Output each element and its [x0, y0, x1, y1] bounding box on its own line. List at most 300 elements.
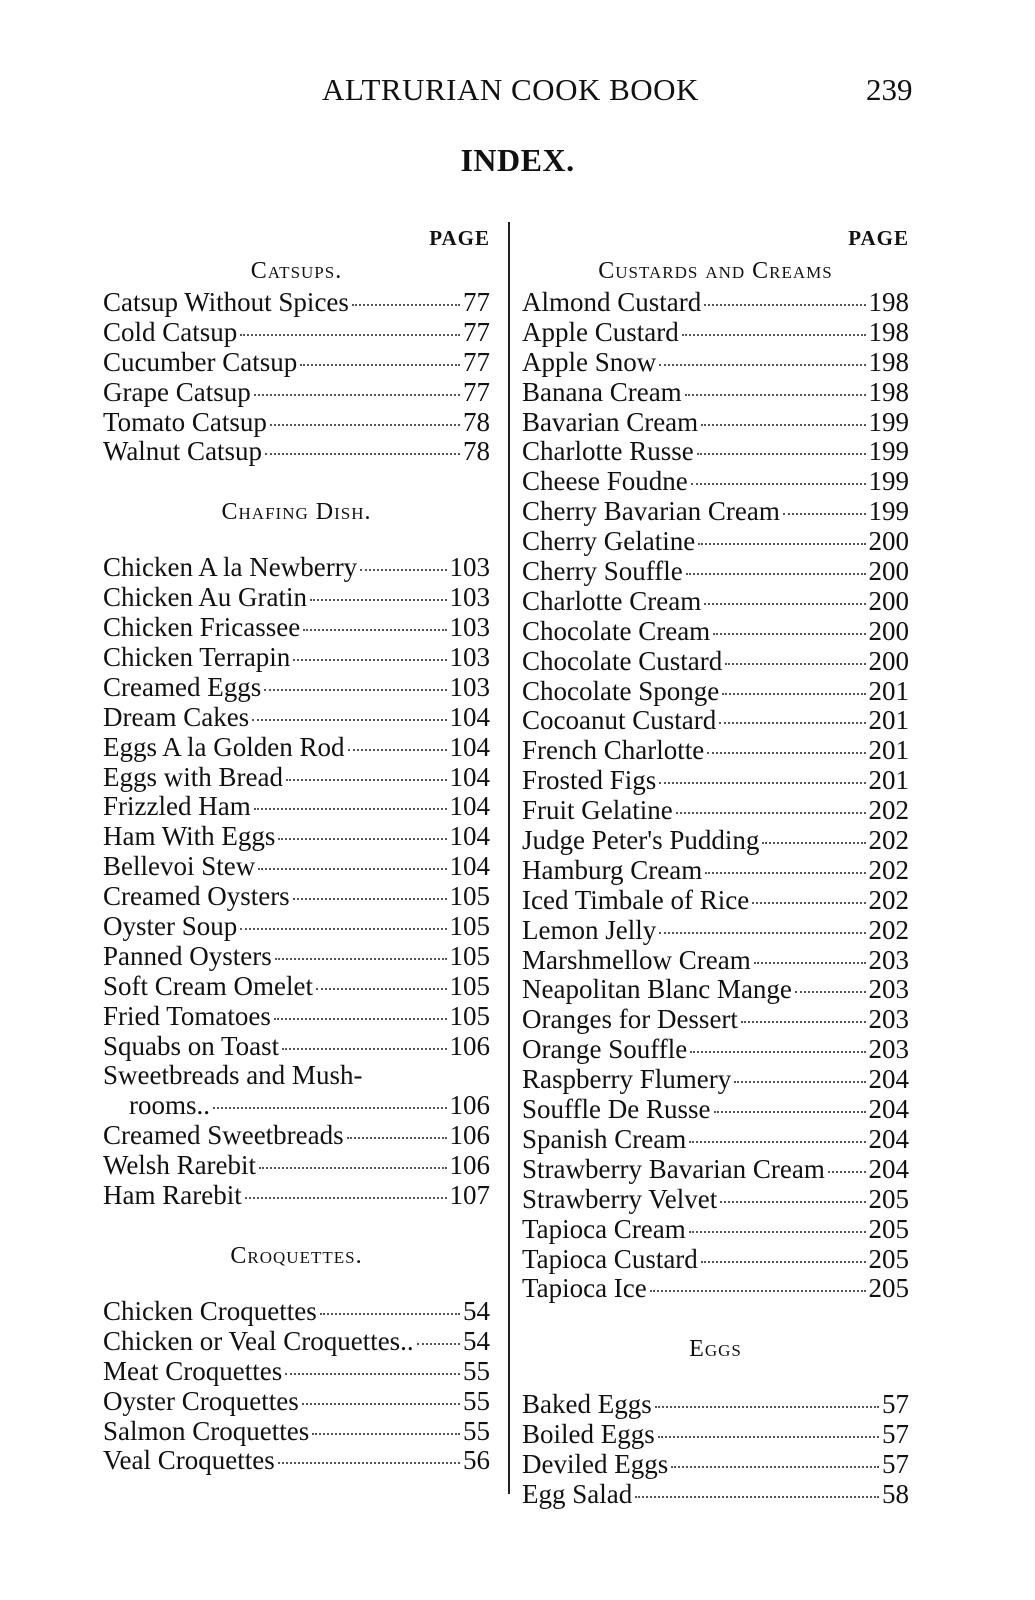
entry-page-number: 205 [868, 1243, 909, 1274]
index-entry [103, 1002, 490, 1032]
leader-dots [704, 304, 865, 306]
entry-page-number: 103 [449, 582, 490, 613]
leader-dots [691, 483, 866, 485]
leader-dots [714, 1111, 866, 1113]
entry-page-number: 57 [882, 1449, 909, 1480]
index-entry [103, 942, 490, 972]
index-entry [522, 975, 909, 1005]
entry-page-number: 105 [449, 940, 490, 971]
leader-dots [682, 334, 866, 336]
leader-dots [320, 1313, 460, 1315]
entry-page-number: 200 [868, 615, 909, 646]
index-entry [103, 348, 490, 378]
leader-dots [704, 603, 865, 605]
entry-name: Chocolate Cream [522, 615, 711, 646]
entry-name: Chicken or Veal Croquettes.. [103, 1325, 414, 1356]
leader-dots [671, 1466, 879, 1468]
entry-name: Tapioca Ice [522, 1273, 647, 1304]
entry-page-number: 201 [868, 705, 909, 736]
entry-name: Welsh Rarebit [103, 1150, 257, 1181]
index-entry [522, 1390, 909, 1420]
entry-name: Chicken Croquettes [103, 1295, 317, 1326]
index-entry [103, 378, 490, 408]
entry-name: Cucumber Catsup [103, 346, 298, 377]
index-entry [522, 557, 909, 587]
index-entry [103, 912, 490, 942]
leader-dots [754, 962, 866, 964]
index-entry [522, 1274, 909, 1304]
section-heading-chafing-dish: Chafing Dish. [221, 499, 372, 526]
entry-name: Dream Cakes [103, 701, 250, 732]
entry-name: Marshmellow Cream [522, 944, 751, 975]
index-entry [522, 916, 909, 946]
leader-dots [783, 513, 866, 515]
entry-name: Veal Croquettes [103, 1445, 275, 1476]
index-entry [103, 437, 490, 467]
entry-page-number: 54 [463, 1325, 490, 1356]
index-entry [103, 673, 490, 703]
leader-dots [689, 1141, 865, 1143]
entry-page-number: 105 [449, 970, 490, 1001]
leader-dots [676, 812, 866, 814]
index-entry [103, 1061, 490, 1091]
entry-name: Bellevoi Stew [103, 851, 256, 882]
entry-name: Spanish Cream [522, 1123, 687, 1154]
entry-name: Meat Croquettes [103, 1355, 283, 1386]
entry-page-number: 199 [868, 406, 909, 437]
entry-name: Baked Eggs [522, 1389, 652, 1420]
index-entry [103, 1181, 490, 1211]
leader-dots [725, 663, 865, 665]
entry-name: Fried Tomatoes [103, 1000, 271, 1031]
entry-page-number: 55 [463, 1385, 490, 1416]
leader-dots [762, 842, 865, 844]
right-column [522, 222, 909, 1510]
entry-page-number: 201 [868, 675, 909, 706]
leader-dots [270, 424, 460, 426]
entry-page-number: 204 [868, 1094, 909, 1125]
entry-name: Charlotte Russe [522, 436, 694, 467]
entry-name: Ham With Eggs [103, 821, 276, 852]
leader-dots [734, 1081, 865, 1083]
entry-page-number: 57 [882, 1389, 909, 1420]
leader-dots [659, 782, 865, 784]
entry-page-number: 103 [449, 612, 490, 643]
entry-name: Chicken Fricassee [103, 612, 301, 643]
entry-name: Apple Snow [522, 346, 657, 377]
leader-dots [697, 453, 866, 455]
left-column [103, 222, 490, 1476]
index-entry [522, 1095, 909, 1125]
leader-dots [701, 1261, 866, 1263]
entry-page-number: 104 [449, 791, 490, 822]
entry-page-number: 105 [449, 881, 490, 912]
index-entry [522, 1420, 909, 1450]
leader-dots [828, 1171, 866, 1173]
index-entry [522, 437, 909, 467]
index-entry [103, 583, 490, 613]
entry-page-number: 104 [449, 851, 490, 882]
index-entry [103, 882, 490, 912]
leader-dots [293, 898, 447, 900]
index-entry [103, 553, 490, 583]
entry-page-number: 203 [868, 974, 909, 1005]
entry-page-number: 199 [868, 436, 909, 467]
entry-name: Iced Timbale of Rice [522, 884, 750, 915]
leader-dots [300, 364, 460, 366]
entry-page-number: 55 [463, 1355, 490, 1386]
entry-page-number: 203 [868, 944, 909, 975]
index-entry [522, 348, 909, 378]
index-entry [522, 856, 909, 886]
entry-name: Cherry Gelatine [522, 526, 696, 557]
entry-page-number: 202 [868, 854, 909, 885]
index-entry [522, 886, 909, 916]
index-entry [103, 643, 490, 673]
index-entry [522, 1450, 909, 1480]
index-entry [522, 527, 909, 557]
index-entry [103, 703, 490, 733]
leader-dots [316, 988, 447, 990]
index-entry [103, 852, 490, 882]
entry-name: Cold Catsup [103, 316, 238, 347]
running-head [0, 72, 1035, 112]
entry-name: Fruit Gelatine [522, 795, 673, 826]
leader-dots [635, 1496, 879, 1498]
entry-name: Oranges for Dessert [522, 1004, 738, 1035]
leader-dots [698, 543, 865, 545]
section-heading-eggs: Eggs [689, 1336, 742, 1363]
index-entry [522, 1245, 909, 1275]
entry-name: Walnut Catsup [103, 436, 263, 467]
leader-dots [690, 1051, 865, 1053]
leader-dots [659, 932, 865, 934]
leader-dots [275, 958, 447, 960]
index-entry [103, 1151, 490, 1181]
entry-page-number: 103 [449, 552, 490, 583]
index-entry [103, 1297, 490, 1327]
index-entry [522, 1155, 909, 1185]
index-entry [522, 1035, 909, 1065]
index-entry [103, 613, 490, 643]
entry-page-number: 54 [463, 1295, 490, 1326]
leader-dots [741, 1021, 866, 1023]
leader-dots [347, 1137, 447, 1139]
entry-page-number: 57 [882, 1419, 909, 1450]
leader-dots [707, 752, 865, 754]
entry-name: Banana Cream [522, 376, 682, 407]
entry-page-number: 104 [449, 701, 490, 732]
leader-dots [312, 1433, 460, 1435]
index-entry [103, 318, 490, 348]
entry-name: Lemon Jelly [522, 914, 657, 945]
leader-dots [303, 629, 446, 631]
entry-page-number: 201 [868, 765, 909, 796]
leader-dots [689, 1231, 866, 1233]
entry-name: Deviled Eggs [522, 1449, 669, 1480]
entry-page-number: 106 [449, 1120, 490, 1151]
index-entry [522, 706, 909, 736]
index-entry [522, 766, 909, 796]
index-entry [522, 647, 909, 677]
leader-dots [252, 719, 446, 721]
entry-name: Tomato Catsup [103, 406, 267, 437]
index-entry [522, 467, 909, 497]
entry-page-number: 205 [868, 1273, 909, 1304]
entry-name: Ham Rarebit [103, 1180, 242, 1211]
entry-page-number: 77 [463, 316, 490, 347]
leader-dots [286, 779, 447, 781]
index-entry [103, 792, 490, 822]
entry-name: Grape Catsup [103, 376, 251, 407]
entry-page-number: 202 [868, 795, 909, 826]
leader-dots [213, 1107, 447, 1109]
entry-name: Judge Peter's Pudding [522, 825, 760, 856]
index-entry [522, 378, 909, 408]
index-entry [103, 1121, 490, 1151]
entry-page-number: 105 [449, 911, 490, 942]
index-entry [103, 1357, 490, 1387]
entry-name: Cherry Bavarian Cream [522, 496, 780, 527]
entry-name: Almond Custard [522, 287, 702, 317]
entry-name: Frosted Figs [522, 765, 657, 796]
entry-page-number: 198 [868, 376, 909, 407]
entry-page-number: 106 [449, 1150, 490, 1181]
section-heading-custards-and-creams: Custards and Creams [598, 258, 833, 284]
entry-name: Sweetbreads and Mush- [103, 1060, 363, 1091]
leader-dots [254, 394, 460, 396]
entry-page-number: 77 [463, 287, 490, 317]
leader-dots [752, 902, 865, 904]
entry-page-number: 198 [868, 287, 909, 317]
index-entry [522, 1215, 909, 1245]
leader-dots [282, 1048, 446, 1050]
index-entry [103, 1446, 490, 1476]
index-entry [103, 763, 490, 793]
entry-name: Orange Souffle [522, 1034, 688, 1065]
entry-page-number: 203 [868, 1034, 909, 1065]
entry-page-number: 202 [868, 825, 909, 856]
entry-page-number: 58 [882, 1478, 909, 1509]
leader-dots [240, 334, 460, 336]
leader-dots [722, 693, 865, 695]
index-entry [103, 1032, 490, 1062]
entry-page-number: 200 [868, 526, 909, 557]
leader-dots [658, 1436, 879, 1438]
index-entry [522, 318, 909, 348]
entry-name: Chicken Terrapin [103, 642, 291, 673]
entry-page-number: 199 [868, 466, 909, 497]
leader-dots [278, 1462, 460, 1464]
entry-page-number: 204 [868, 1123, 909, 1154]
entry-name: Chocolate Sponge [522, 675, 720, 706]
entry-page-number: 106 [449, 1030, 490, 1061]
index-entry [103, 733, 490, 763]
entry-page-number: 104 [449, 731, 490, 762]
index-entry [522, 288, 909, 318]
entry-name: Chocolate Custard [522, 645, 723, 676]
index-entry [522, 796, 909, 826]
index-entry [522, 1065, 909, 1095]
leader-dots [285, 1373, 460, 1375]
entry-page-number: 77 [463, 346, 490, 377]
leader-dots [685, 394, 866, 396]
entry-name: Hamburg Cream [522, 854, 703, 885]
index-entry [522, 617, 909, 647]
entry-name: Tapioca Cream [522, 1213, 686, 1244]
index-entry [103, 972, 490, 1002]
column-divider [508, 222, 510, 1494]
entry-page-number: 78 [463, 406, 490, 437]
leader-dots [659, 364, 865, 366]
index-entry [103, 1417, 490, 1447]
entry-name: Tapioca Custard [522, 1243, 698, 1274]
entry-name: rooms.. [129, 1090, 210, 1121]
entry-page-number: 203 [868, 1004, 909, 1035]
leader-dots [705, 872, 865, 874]
leader-dots [310, 599, 447, 601]
entry-name: Panned Oysters [103, 940, 272, 971]
index-entry [103, 1387, 490, 1417]
index-entry [103, 1091, 490, 1121]
entry-name: Salmon Croquettes [103, 1415, 310, 1446]
entry-name: Chicken Au Gratin [103, 582, 307, 613]
entry-name: Catsup Without Spices [103, 287, 349, 317]
entry-name: Soft Cream Omelet [103, 970, 313, 1001]
entry-name: Neapolitan Blanc Mange [522, 974, 792, 1005]
section-heading-croquettes: Croquettes. [230, 1242, 363, 1269]
entry-page-number: 204 [868, 1064, 909, 1095]
leader-dots [417, 1343, 460, 1345]
leader-dots [713, 633, 865, 635]
leader-dots [795, 991, 866, 993]
entry-name: Creamed Sweetbreads [103, 1120, 344, 1151]
leader-dots [655, 1406, 879, 1408]
entry-page-number: 205 [868, 1183, 909, 1214]
entry-page-number: 77 [463, 376, 490, 407]
index-entry [522, 1480, 909, 1510]
index-entry [103, 288, 490, 318]
entry-page-number: 104 [449, 821, 490, 852]
leader-dots [278, 838, 446, 840]
leader-dots [719, 722, 865, 724]
section-heading-catsups: Catsups. [250, 258, 343, 284]
index-entry [103, 408, 490, 438]
index-entry [103, 1327, 490, 1357]
entry-page-number: 200 [868, 556, 909, 587]
entry-name: Bavarian Cream [522, 406, 699, 437]
leader-dots [245, 1197, 447, 1199]
entry-name: Strawberry Bavarian Cream [522, 1153, 825, 1184]
leader-dots [302, 1403, 460, 1405]
entry-page-number: 103 [449, 671, 490, 702]
entry-name: Chicken A la Newberry [103, 552, 358, 583]
entry-name: Charlotte Cream [522, 585, 702, 616]
index-entry [522, 587, 909, 617]
entry-page-number: 198 [868, 346, 909, 377]
entry-page-number: 103 [449, 642, 490, 673]
leader-dots [274, 1018, 447, 1020]
entry-page-number: 107 [449, 1180, 490, 1211]
entry-name: Raspberry Flumery [522, 1064, 732, 1095]
entry-name: Oyster Soup [103, 911, 238, 942]
leader-dots [259, 1167, 446, 1169]
leader-dots [265, 453, 460, 455]
entry-name: Eggs A la Golden Rod [103, 731, 345, 762]
index-entry [103, 822, 490, 852]
entry-page-number: 205 [868, 1213, 909, 1244]
entry-name: Frizzled Ham [103, 791, 251, 822]
index-entry [522, 677, 909, 707]
leader-dots [258, 868, 446, 870]
leader-dots [720, 1201, 865, 1203]
entry-page-number: 204 [868, 1153, 909, 1184]
leader-dots [254, 808, 447, 810]
entry-name: Egg Salad [522, 1478, 633, 1509]
index-entry [522, 408, 909, 438]
entry-page-number: 198 [868, 316, 909, 347]
index-entry [522, 736, 909, 766]
entry-page-number: 202 [868, 914, 909, 945]
leader-dots [240, 928, 446, 930]
entry-name: Creamed Oysters [103, 881, 290, 912]
page-number: 239 [866, 72, 913, 107]
entry-name: Squabs on Toast [103, 1030, 280, 1061]
entry-name: Souffle De Russe [522, 1094, 711, 1125]
entry-name: Boiled Eggs [522, 1419, 655, 1450]
entry-name: Oyster Croquettes [103, 1385, 299, 1416]
index-entry [522, 946, 909, 976]
leader-dots [360, 569, 446, 571]
entry-name: Creamed Eggs [103, 671, 262, 702]
leader-dots [348, 749, 447, 751]
index-entry [522, 826, 909, 856]
index-entry [522, 1005, 909, 1035]
entry-page-number: 106 [449, 1090, 490, 1121]
entry-name: Eggs with Bread [103, 761, 283, 792]
entry-name: French Charlotte [522, 735, 705, 766]
leader-dots [264, 689, 446, 691]
index-entry [522, 497, 909, 527]
page-column-label: PAGE [848, 226, 909, 250]
page-column-label: PAGE [429, 226, 490, 250]
leader-dots [686, 573, 866, 575]
leader-dots [650, 1290, 866, 1292]
entry-page-number: 105 [449, 1000, 490, 1031]
leader-dots [293, 659, 446, 661]
entry-name: Cheese Foudne [522, 466, 688, 497]
entry-page-number: 200 [868, 585, 909, 616]
entry-name: Apple Custard [522, 316, 679, 347]
index-title: INDEX. [460, 142, 575, 178]
index-entry [522, 1125, 909, 1155]
entry-name: Cherry Souffle [522, 556, 683, 587]
entry-page-number: 78 [463, 436, 490, 467]
entry-page-number: 55 [463, 1415, 490, 1446]
index-entry [522, 1185, 909, 1215]
leader-dots [352, 304, 460, 306]
leader-dots [701, 424, 865, 426]
entry-page-number: 202 [868, 884, 909, 915]
entry-page-number: 56 [463, 1445, 490, 1476]
entry-page-number: 201 [868, 735, 909, 766]
entry-page-number: 200 [868, 645, 909, 676]
entry-name: Strawberry Velvet [522, 1183, 718, 1214]
book-title: ALTRURIAN COOK BOOK [322, 72, 699, 107]
entry-page-number: 199 [868, 496, 909, 527]
entry-name: Cocoanut Custard [522, 705, 717, 736]
entry-page-number: 104 [449, 761, 490, 792]
